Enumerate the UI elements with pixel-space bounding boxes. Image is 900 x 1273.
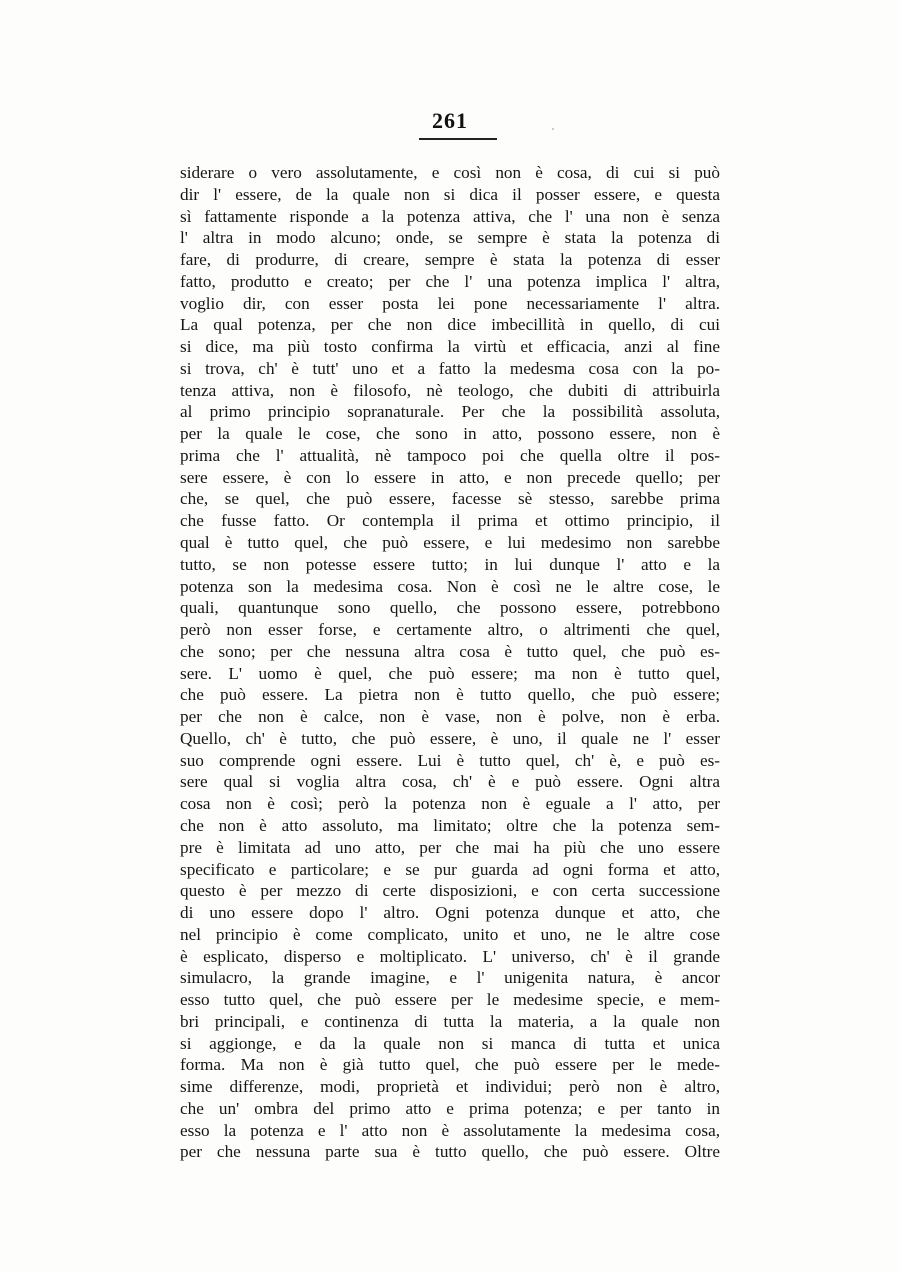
text-line: che, se quel, che può essere, facesse sè stesso, sarebbe prima <box>180 489 720 509</box>
text-line: dir l' essere, de la quale non si dica il posser essere, e questa <box>180 184 720 204</box>
text-line: tenza attiva, non è filosofo, nè teologo, che dubiti di attribuirla <box>180 380 720 400</box>
stray-mark <box>552 128 554 130</box>
text-line: però non esser forse, e certamente altro, o altrimenti che quel, <box>180 620 720 640</box>
page-number: 261 <box>432 108 468 133</box>
text-line: tutto, se non potesse essere tutto; in lui dunque l' atto e la <box>180 554 720 574</box>
body-text <box>180 162 720 1163</box>
text-line: sere qual si voglia altra cosa, ch' è e può essere. Ogni altra <box>180 772 720 792</box>
text-line: si trova, ch' è tutt' uno et a fatto la medesma cosa con la po- <box>180 358 720 378</box>
text-line: al primo principio sopranaturale. Per che la possibilità assoluta, <box>180 402 720 422</box>
text-line: voglio dir, con esser posta lei pone necessariamente l' altra. <box>180 293 720 313</box>
text-line: esso la potenza e l' atto non è assolutamente la medesima cosa, <box>180 1120 720 1140</box>
text-line: bri principali, e continenza di tutta la materia, a la quale non <box>180 1011 720 1031</box>
text-line: La qual potenza, per che non dice imbecillità in quello, di cui <box>180 315 720 335</box>
text-line: quali, quantunque sono quello, che possono essere, potrebbono <box>180 598 720 618</box>
text-line: pre è limitata ad uno atto, per che mai ha più che uno essere <box>180 837 720 857</box>
text-line: esso tutto quel, che può essere per le medesime specie, e mem- <box>180 990 720 1010</box>
text-line: qual è tutto quel, che può essere, e lui medesimo non sarebbe <box>180 533 720 553</box>
text-line: suo comprende ogni essere. Lui è tutto quel, ch' è, e può es- <box>180 750 720 770</box>
text-line: forma. Ma non è già tutto quel, che può essere per le mede- <box>180 1055 720 1075</box>
text-line: per che non è calce, non è vase, non è polve, non è erba. <box>180 707 720 727</box>
text-line: è esplicato, disperso e moltiplicato. L' universo, ch' è il grande <box>180 946 720 966</box>
text-line: si aggionge, e da la quale non si manca di tutta et unica <box>180 1033 720 1053</box>
text-line: per la quale le cose, che sono in atto, possono essere, non è <box>180 424 720 444</box>
text-line: che non è atto assoluto, ma limitato; oltre che la potenza sem- <box>180 815 720 835</box>
text-line: fatto, produtto e creato; per che l' una potenza implica l' altra, <box>180 271 720 291</box>
text-line: di uno essere dopo l' altro. Ogni potenza dunque et atto, che <box>180 903 720 923</box>
text-line: specificato e particolare; e se pur guarda ad ogni forma et atto, <box>180 859 720 879</box>
text-line: nel principio è come complicato, unito et uno, ne le altre cose <box>180 924 720 944</box>
text-line: potenza son la medesima cosa. Non è così ne le altre cose, le <box>180 576 720 596</box>
text-line: sere essere, è con lo essere in atto, e non precede quello; per <box>180 467 720 487</box>
text-line: sere. L' uomo è quel, che può essere; ma non è tutto quel, <box>180 663 720 683</box>
text-line: che sono; per che nessuna altra cosa è tutto quel, che può es- <box>180 641 720 661</box>
text-line: l' altra in modo alcuno; onde, se sempre è stata la potenza di <box>180 228 720 248</box>
text-line: siderare o vero assolutamente, e così non è cosa, di cui si può <box>180 163 720 182</box>
text-line: che può essere. La pietra non è tutto quello, che può essere; <box>180 685 720 705</box>
text-line: sì fattamente risponde a la potenza attiva, che l' una non è senza <box>180 206 720 226</box>
text-line: questo è per mezzo di certe disposizioni, e con certa successione <box>180 881 720 901</box>
text-line: prima che l' attualità, nè tampoco poi che quella oltre il pos- <box>180 445 720 465</box>
text-line: simulacro, la grande imagine, e l' unigenita natura, è ancor <box>180 968 720 988</box>
text-line: cosa non è così; però la potenza non è eguale a l' atto, per <box>180 794 720 814</box>
text-line: Quello, ch' è tutto, che può essere, è uno, il quale ne l' esser <box>180 728 720 748</box>
text-line: sime differenze, modi, proprietà et individui; però non è altro, <box>180 1077 720 1097</box>
text-line: si dice, ma più tosto confirma la virtù et efficacia, anzi al fine <box>180 337 720 357</box>
text-line: che fusse fatto. Or contempla il prima et ottimo principio, il <box>180 511 720 531</box>
text-line: che un' ombra del primo atto e prima potenza; e per tanto in <box>180 1098 720 1118</box>
text-line: fare, di produrre, di creare, sempre è stata la potenza di esser <box>180 250 720 270</box>
header-rule <box>419 138 497 140</box>
text-line: per che nessuna parte sua è tutto quello, che può essere. Oltre <box>180 1142 720 1162</box>
